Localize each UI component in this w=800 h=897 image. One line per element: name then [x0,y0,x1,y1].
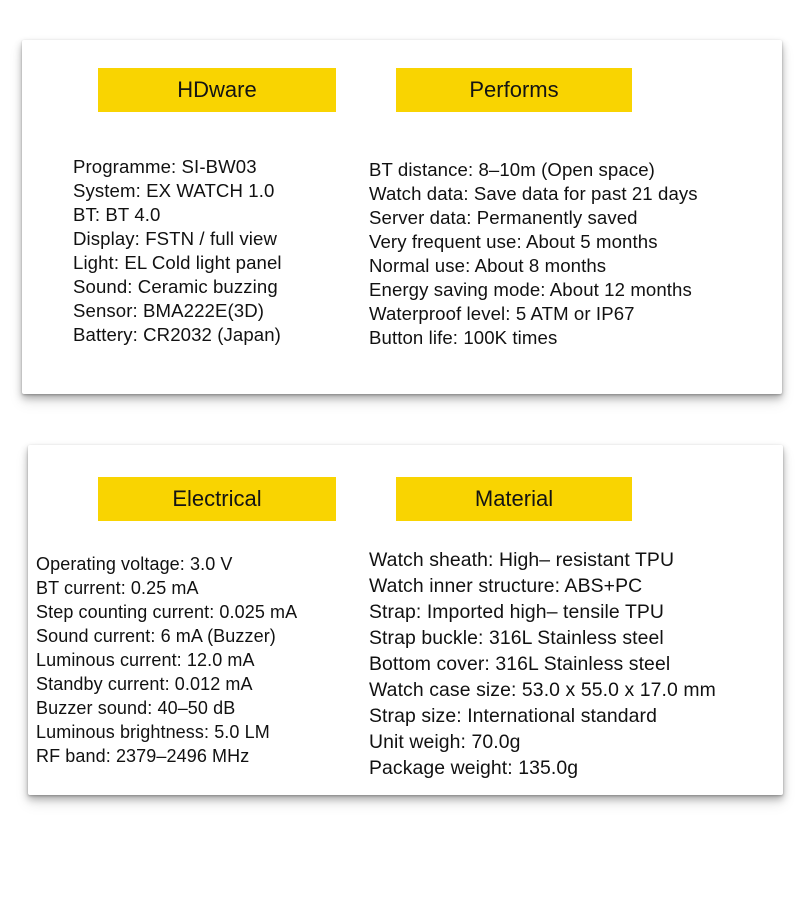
performs-spec-item: Watch data: Save data for past 21 days [369,183,698,204]
performs-spec-item: Waterproof level: 5 ATM or IP67 [369,303,635,324]
electrical-spec-item: Sound current: 6 mA (Buzzer) [36,626,276,646]
performs-spec-item: Normal use: About 8 months [369,255,607,276]
hdware-spec-item: Sound: Ceramic buzzing [73,276,278,297]
material-heading: Material [396,477,632,521]
electrical-spec-list [36,552,297,768]
electrical-spec-item: Operating voltage: 3.0 V [36,554,233,574]
material-spec-item: Package weight: 135.0g [369,757,579,779]
material-spec-item: Watch inner structure: ABS+PC [369,575,643,597]
hdware-spec-item: Sensor: BMA222E(3D) [73,300,265,321]
hdware-heading: HDware [98,68,336,112]
material-spec-item: Strap: Imported high– tensile TPU [369,601,665,623]
material-spec-item: Unit weigh: 70.0g [369,731,521,753]
electrical-spec-item: RF band: 2379–2496 MHz [36,746,250,766]
performs-spec-item: BT distance: 8–10m (Open space) [369,159,655,180]
hdware-spec-item: BT: BT 4.0 [73,204,161,225]
performs-spec-item: Button life: 100K times [369,327,558,348]
hdware-spec-item: Battery: CR2032 (Japan) [73,324,281,345]
material-spec-item: Strap buckle: 316L Stainless steel [369,627,664,649]
material-spec-list [369,547,716,781]
performs-heading: Performs [396,68,632,112]
hdware-spec-item: System: EX WATCH 1.0 [73,180,275,201]
electrical-spec-item: Buzzer sound: 40–50 dB [36,698,236,718]
material-spec-item: Watch sheath: High– resistant TPU [369,549,675,571]
material-spec-item: Watch case size: 53.0 x 55.0 x 17.0 mm [369,679,716,701]
electrical-heading: Electrical [98,477,336,521]
electrical-spec-item: Step counting current: 0.025 mA [36,602,298,622]
hdware-spec-item: Programme: SI-BW03 [73,156,257,177]
performs-spec-list [369,158,698,350]
hdware-spec-item: Light: EL Cold light panel [73,252,282,273]
performs-spec-item: Very frequent use: About 5 months [369,231,658,252]
electrical-spec-item: BT current: 0.25 mA [36,578,199,598]
material-spec-item: Bottom cover: 316L Stainless steel [369,653,671,675]
performs-spec-item: Energy saving mode: About 12 months [369,279,692,300]
electrical-spec-item: Luminous current: 12.0 mA [36,650,255,670]
performs-spec-item: Server data: Permanently saved [369,207,638,228]
hdware-spec-list [73,155,282,347]
electrical-spec-item: Standby current: 0.012 mA [36,674,253,694]
hdware-spec-item: Display: FSTN / full view [73,228,277,249]
material-spec-item: Strap size: International standard [369,705,657,727]
electrical-spec-item: Luminous brightness: 5.0 LM [36,722,270,742]
